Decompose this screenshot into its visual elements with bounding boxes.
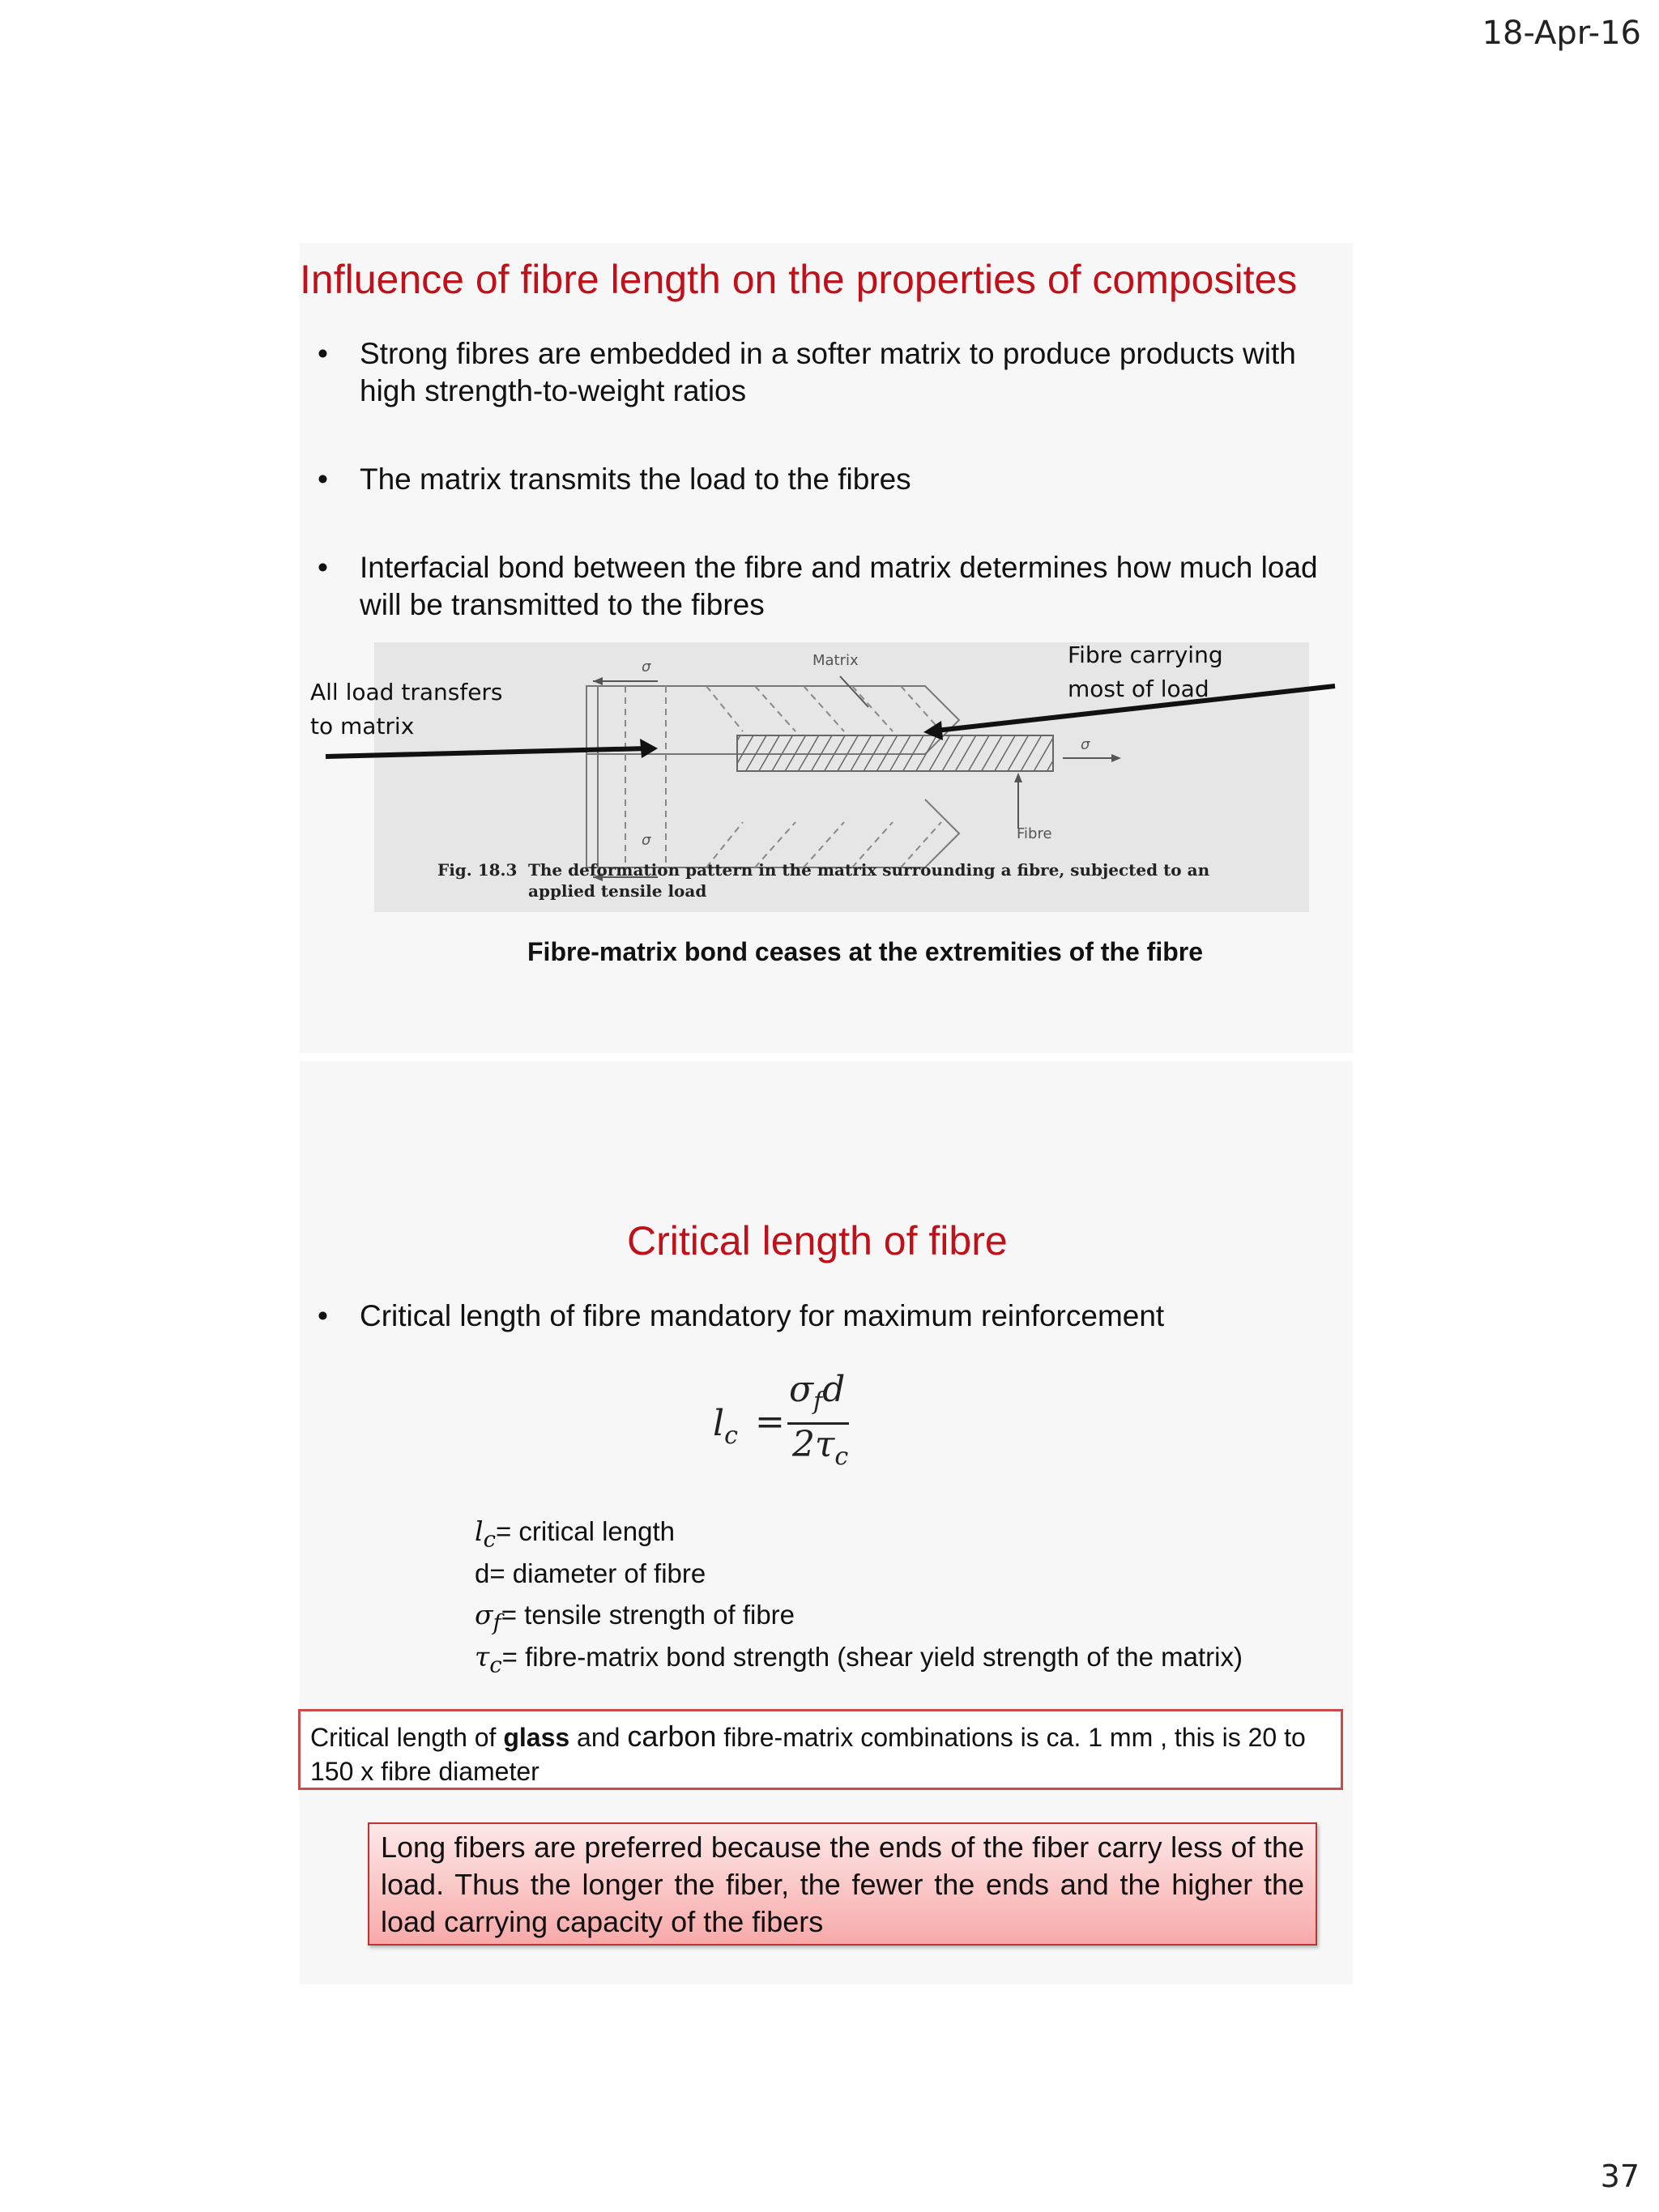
bullet-dot: •	[318, 462, 328, 496]
bullet-item	[318, 549, 1356, 624]
definition-item: $l_c=$ critical length	[475, 1515, 675, 1553]
callout-right-line1: Fibre carrying	[1068, 641, 1223, 668]
bullet-dot: •	[318, 551, 328, 584]
figure-number: Fig. 18.3	[437, 860, 518, 880]
bullet-dot: •	[318, 1299, 328, 1332]
bullet-text: Critical length of fibre mandatory for maximum reinforcement	[360, 1299, 1165, 1332]
definition-item: $\sigma_f=$ tensile strength of fibre	[475, 1599, 795, 1636]
slide-1-title: Influence of fibre length on the properties of composites	[300, 257, 1298, 302]
bullet-dot: •	[318, 337, 328, 370]
bullet-item	[318, 1298, 1356, 1335]
arrow-to-fibre	[936, 686, 1335, 731]
eq-numerator: $\sigma_fd$	[789, 1369, 846, 1416]
page-number: 37	[1600, 2159, 1640, 2194]
bullet-text: Strong fibres are embedded in a softer matrix to produce products with high strength-to-weight ratios	[360, 337, 1296, 407]
sigma-label-bottom: σ	[642, 832, 651, 849]
critical-length-equation	[713, 1369, 956, 1474]
bullet-text: Interfacial bond between the fibre and matrix determines how much load will be transmitted to the fibres	[360, 551, 1318, 621]
bullet-text: The matrix transmits the load to the fibres	[360, 462, 911, 496]
callout-right-line2: most of load	[1068, 676, 1209, 702]
figure-caption: The deformation pattern in the matrix surrounding a fibre, subjected to an applied tensile load	[528, 860, 1210, 901]
slide-2-title: Critical length of fibre	[627, 1218, 1008, 1264]
matrix-label: Matrix	[812, 652, 859, 669]
definition-item: d= diameter of fibre	[475, 1558, 706, 1588]
callout-left-line2: to matrix	[310, 713, 415, 739]
arrow-to-matrix	[326, 748, 648, 757]
long-fibers-highlight-box: Long fibers are preferred because the ends of the fiber carry less of the load. Thus the longer the fiber, the fewer the ends and the higher the load carrying capacity of the fibers	[368, 1822, 1317, 1946]
eq-lhs: $l_c$	[713, 1403, 738, 1450]
eq-denominator: $2\tau_c$	[792, 1424, 849, 1471]
fibre-label: Fibre	[1017, 825, 1052, 842]
figure-bold-caption: Fibre-matrix bond ceases at the extremities of the fibre	[527, 937, 1204, 966]
carbon-keyword: carbon	[627, 1720, 717, 1753]
bullet-item	[318, 335, 1356, 410]
definitions-list	[475, 1515, 1243, 1681]
sigma-label-right: σ	[1081, 736, 1090, 753]
bullet-item	[318, 461, 1356, 498]
glass-keyword: glass	[503, 1723, 570, 1752]
eq-equals: =	[755, 1401, 785, 1443]
slide-date: 18-Apr-16	[1482, 15, 1641, 52]
critical-length-note-box: Critical length of glass and carbon fibre-matrix combinations is ca. 1 mm , this is 20 to 150 x fibre diameter	[298, 1709, 1343, 1790]
sigma-label-top: σ	[642, 658, 651, 676]
definition-item: $\tau_c=$ fibre-matrix bond strength (shear yield strength of the matrix)	[475, 1640, 1243, 1678]
callout-left-line1: All load transfers	[310, 679, 503, 705]
